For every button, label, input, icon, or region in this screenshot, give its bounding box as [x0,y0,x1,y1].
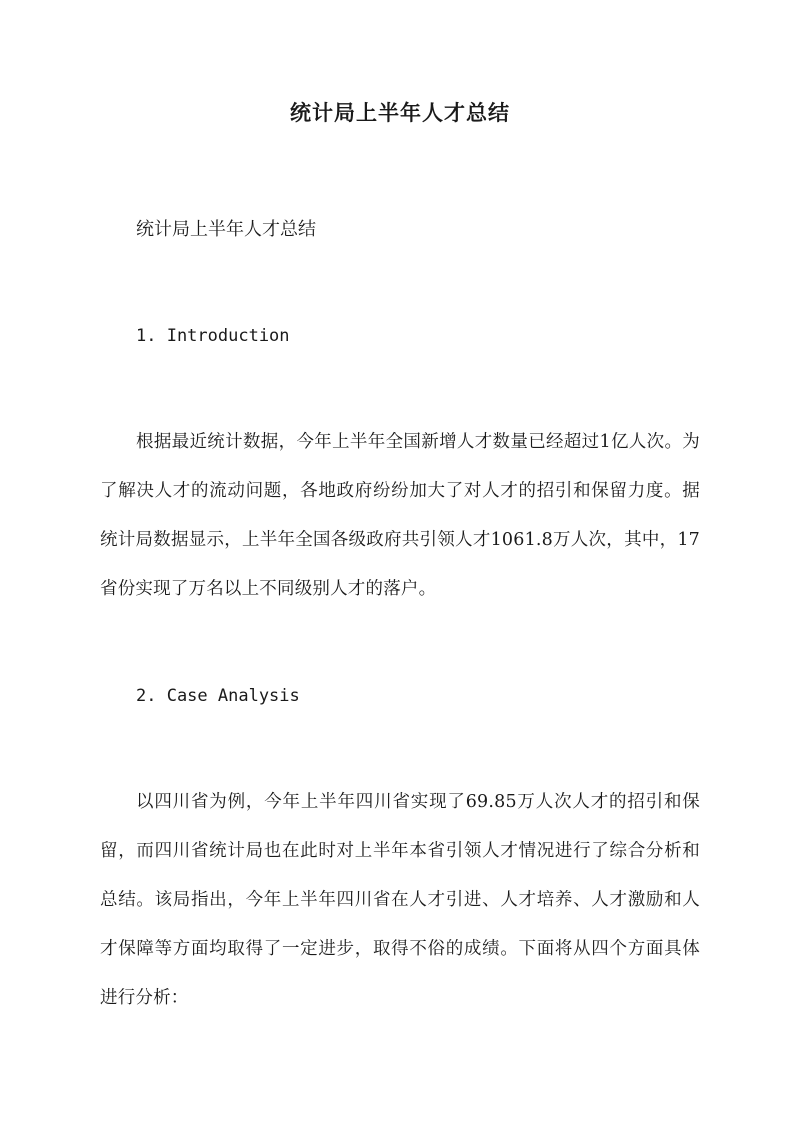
document-subtitle: 统计局上半年人才总结 [136,219,316,240]
introduction-paragraph: 根据最近统计数据，今年上半年全国新增人才数量已经超过1亿人次。为了解决人才的流动问题，各地政府纷纷加大了对人才的招引和保留力度。据统计局数据显示，上半年全国各级政府共引领人才1061.8万人次，其中，17省份实现了万名以上不同级别人才的落户。 [100,432,700,599]
case-analysis-paragraph: 以四川省为例，今年上半年四川省实现了69.85万人次人才的招引和保留，而四川省统计局也在此时对上半年本省引领人才情况进行了综合分析和总结。该局指出，今年上半年四川省在人才引进、人才培养、人才激励和人才保障等方面均取得了一定进步，取得不俗的成绩。下面将从四个方面具体进行分析： [100,792,700,1008]
document-title: 统计局上半年人才总结 [290,100,510,125]
section-heading-case-analysis: 2. Case Analysis [136,686,300,706]
section-heading-introduction: 1. Introduction [136,326,290,346]
